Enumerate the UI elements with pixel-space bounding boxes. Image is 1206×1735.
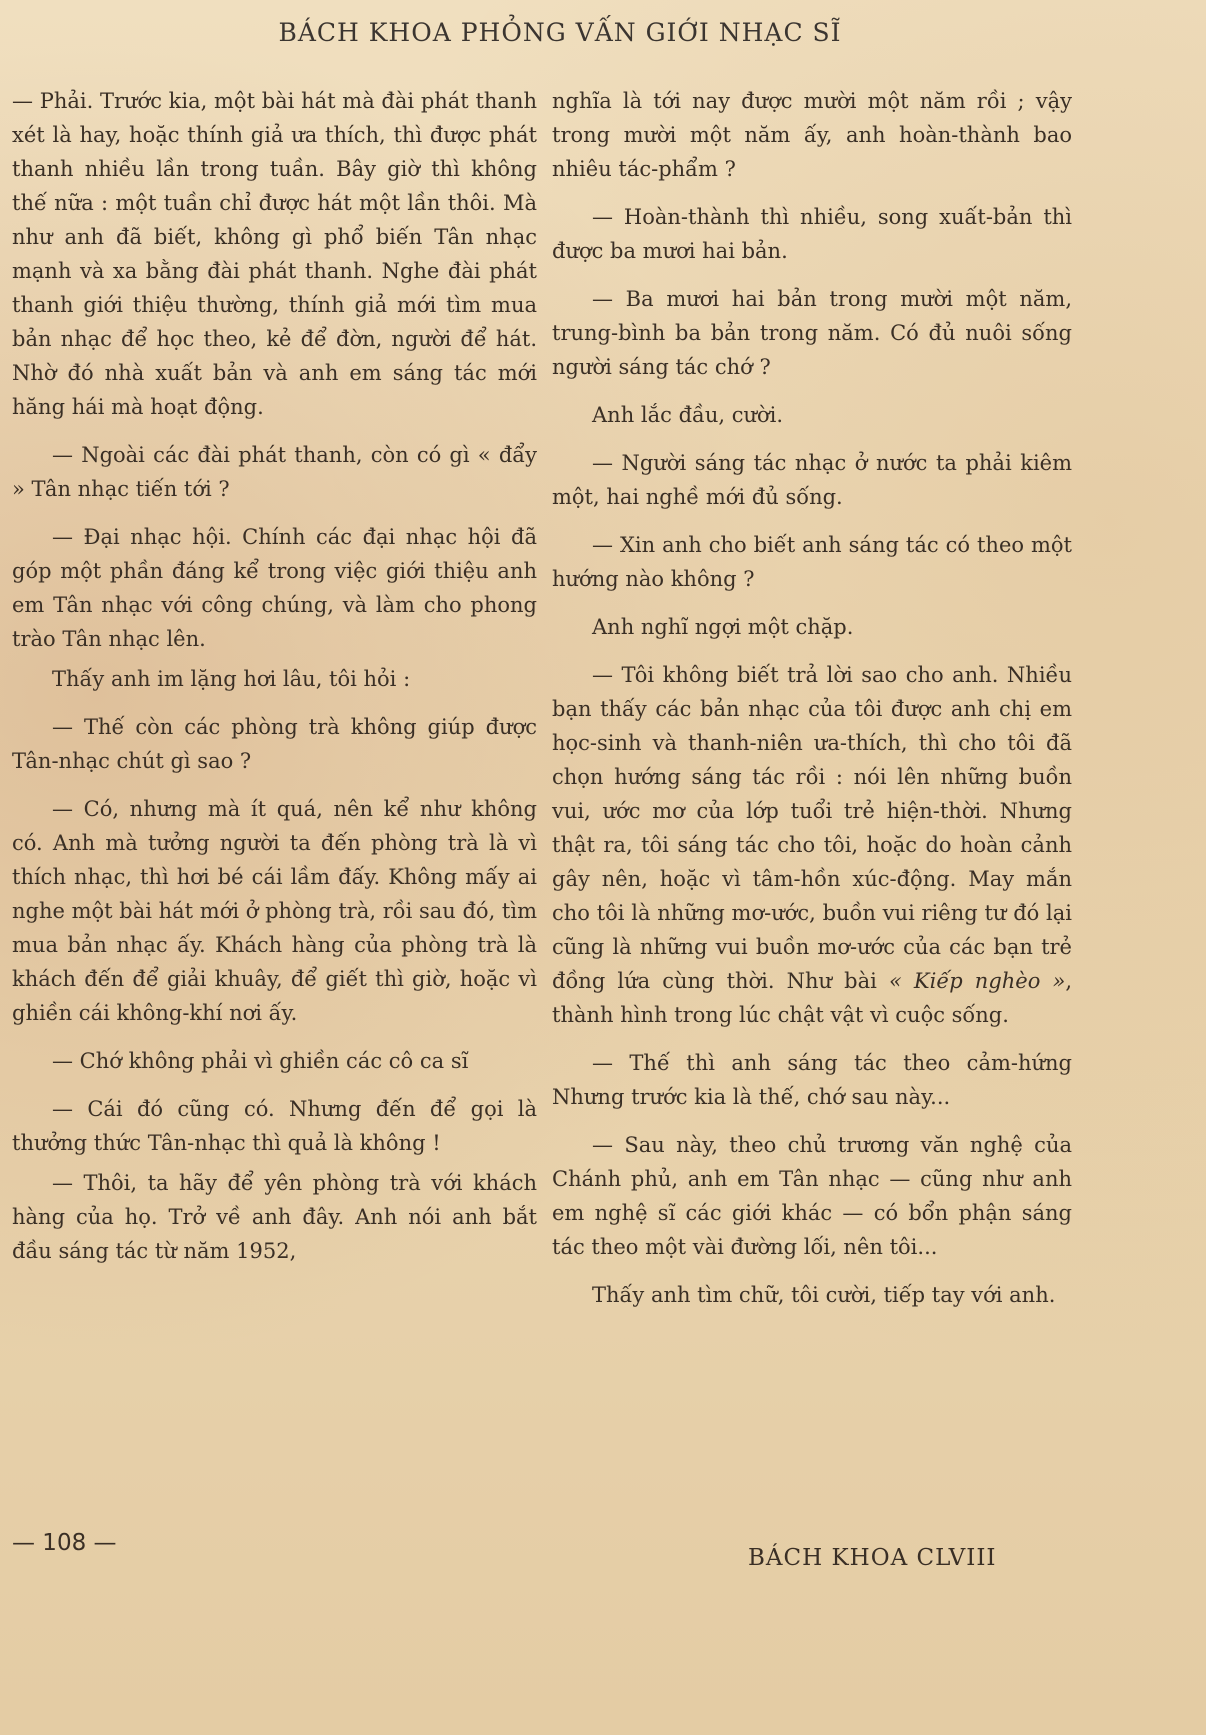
paragraph: — Hoàn-thành thì nhiều, song xuất-bản thì được ba mươi hai bản. <box>552 205 1072 263</box>
page-number: — 108 — <box>12 1530 117 1556</box>
song-title: « Kiếp nghèo » <box>888 969 1066 993</box>
paragraph <box>552 658 1072 1032</box>
paragraph: — Có, nhưng mà ít quá, nên kể như không có. Anh mà tưởng người ta đến phòng trà là vì thích nhạc, thì hơi bé cái lầm đấy. Không mấy ai nghe một bài hát mới ở phòng trà, rồi sau đó, tìm mua bản nhạc ấy. Khách hàng của phòng trà là khách đến để giải khuây, để giết thì giờ, hoặc vì ghiền cái không-khí nơi ấy. <box>12 797 537 1025</box>
paragraph: — Phải. Trước kia, một bài hát mà đài phát thanh xét là hay, hoặc thính giả ưa thích, thì được phát thanh nhiều lần trong tuần. Bây giờ thì không thế nữa : một tuần chỉ được hát một lần thôi. Mà như anh đã biết, không gì phổ biến Tân nhạc mạnh và xa bằng đài phát thanh. Nghe đài phát thanh giới thiệu thường, thính giả mới tìm mua bản nhạc để học theo, kẻ để đờn, người để hát. Nhờ đó nhà xuất bản và anh em sáng tác mới hăng hái mà hoạt động. <box>12 89 537 419</box>
paragraph: — Xin anh cho biết anh sáng tác có theo một hướng nào không ? <box>552 533 1072 591</box>
paragraph: — Sau này, theo chủ trương văn nghệ của Chánh phủ, anh em Tân nhạc — cũng như anh em nghệ sĩ các giới khác — có bổn phận sáng tác theo một vài đường lối, nên tôi... <box>552 1133 1072 1259</box>
page-header: BÁCH KHOA PHỎNG VẤN GIỚI NHẠC SĨ <box>278 18 842 47</box>
paragraph: — Chớ không phải vì ghiền các cô ca sĩ <box>52 1049 469 1073</box>
paragraph: — Thôi, ta hãy để yên phòng trà với khách hàng của họ. Trở về anh đây. Anh nói anh bắt đầu sáng tác từ năm 1952, <box>12 1171 537 1263</box>
paragraph: — Thế còn các phòng trà không giúp được Tân-nhạc chút gì sao ? <box>12 715 537 773</box>
paragraph: Anh lắc đầu, cười. <box>592 403 784 427</box>
paragraph: — Ngoài các đài phát thanh, còn có gì « đẩy » Tân nhạc tiến tới ? <box>12 443 537 501</box>
paragraph: — Ba mươi hai bản trong mười một năm, trung-bình ba bản trong năm. Có đủ nuôi sống người sáng tác chớ ? <box>552 287 1072 379</box>
paragraph-text: , thành hình trong lúc chật vật vì cuộc sống. <box>552 969 1072 1027</box>
paragraph: — Người sáng tác nhạc ở nước ta phải kiêm một, hai nghề mới đủ sống. <box>552 451 1072 509</box>
paragraph: — Đại nhạc hội. Chính các đại nhạc hội đã góp một phần đáng kể trong việc giới thiệu anh em Tân nhạc với công chúng, và làm cho phong trào Tân nhạc lên. <box>12 525 537 651</box>
left-column <box>12 84 537 1282</box>
right-column <box>552 84 1072 1326</box>
paragraph: — Thế thì anh sáng tác theo cảm-hứng Nhưng trước kia là thế, chớ sau này... <box>552 1051 1072 1109</box>
issue-footer: BÁCH KHOA CLVIII <box>748 1545 997 1571</box>
paragraph: Anh nghĩ ngợi một chặp. <box>592 615 854 639</box>
paragraph-continuation: nghĩa là tới nay được mười một năm rồi ; vậy trong mười một năm ấy, anh hoàn-thành bao nhiêu tác-phẩm ? <box>552 89 1072 181</box>
paragraph: Thấy anh im lặng hơi lâu, tôi hỏi : <box>52 667 411 691</box>
paragraph: Thấy anh tìm chữ, tôi cười, tiếp tay với anh. <box>592 1283 1056 1307</box>
paragraph-text: — Tôi không biết trả lời sao cho anh. Nhiều bạn thấy các bản nhạc của tôi được anh chị em học-sinh và thanh-niên ưa-thích, thì cho tôi đã chọn hướng sáng tác rồi : nói lên những buồn vui, ước mơ của lớp tuổi trẻ hiện-thời. Nhưng thật ra, tôi sáng tác cho tôi, hoặc do hoàn cảnh gây nên, hoặc vì tâm-hồn xúc-động. May mắn cho tôi là những mơ-ước, buồn vui riêng tư đó lại cũng là những vui buồn mơ-ước của các bạn trẻ đồng lứa cùng thời. Như bài <box>552 663 1072 993</box>
paragraph: — Cái đó cũng có. Nhưng đến để gọi là thưởng thức Tân-nhạc thì quả là không ! <box>12 1097 537 1155</box>
